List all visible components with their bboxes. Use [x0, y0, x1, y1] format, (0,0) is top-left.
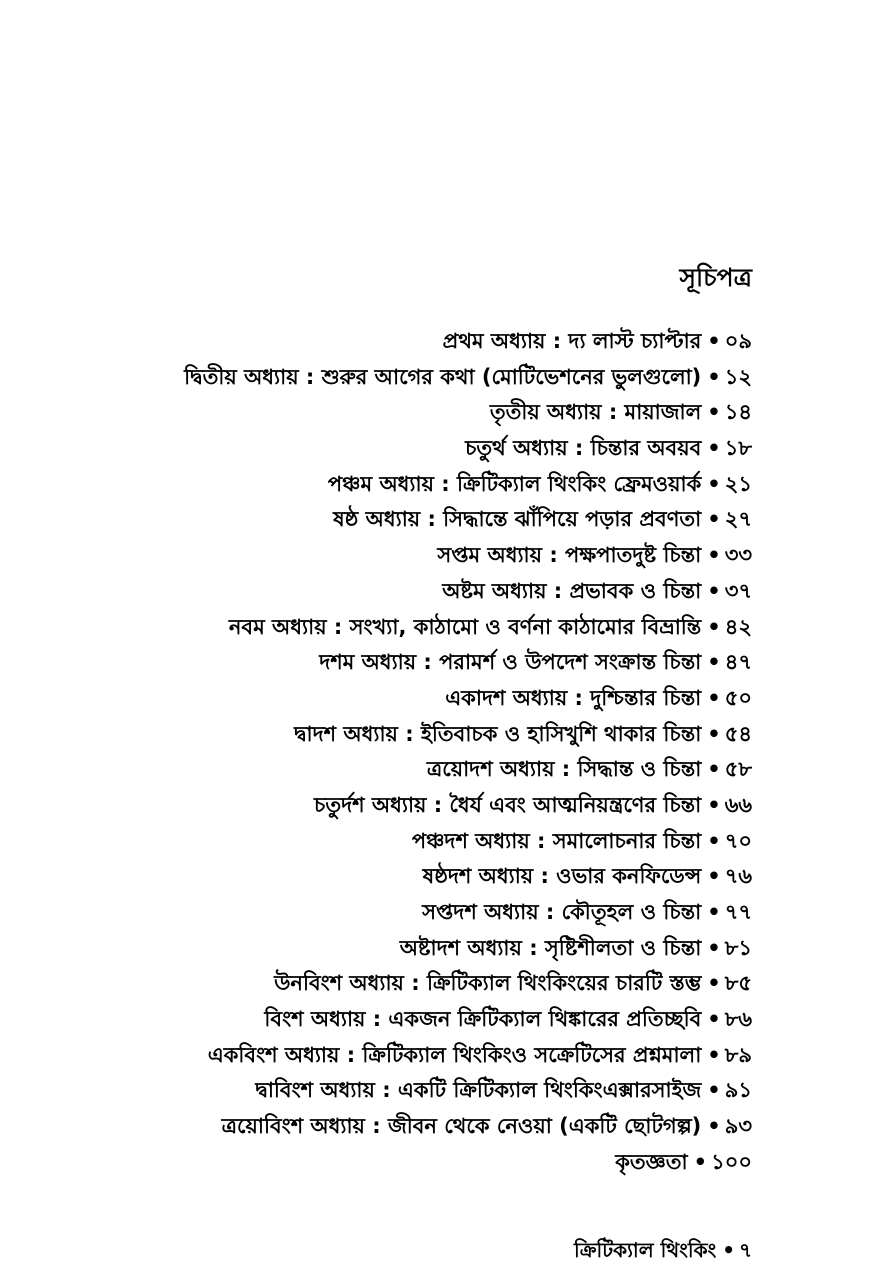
- bullet-icon: •: [707, 471, 721, 496]
- toc-entry: [72, 1145, 752, 1181]
- page-number: ০৯: [724, 329, 752, 353]
- chapter-title: প্রথম অধ্যায় : দ্য লাস্ট চ্যাপ্টার: [442, 329, 702, 353]
- page-number: ৫৮: [724, 757, 752, 782]
- toc-entry: [72, 645, 752, 681]
- page-number: ১৮: [724, 436, 752, 461]
- page-number: ১২: [724, 364, 752, 389]
- toc-entry: [72, 788, 752, 824]
- page-number: ১৪: [724, 400, 752, 425]
- toc-entry: [72, 610, 752, 646]
- bullet-icon: •: [707, 864, 721, 889]
- page-number: ৯৩: [724, 1114, 752, 1139]
- chapter-title: ত্রয়োবিংশ অধ্যায় : জীবন থেকে নেওয়া (একটি ছোটগল্প): [221, 1114, 702, 1139]
- page-number: ৯১: [724, 1078, 752, 1103]
- page-number: ৭০: [724, 828, 752, 853]
- bullet-icon: •: [707, 828, 721, 853]
- bullet-icon: •: [722, 1238, 735, 1262]
- folio-number: ৭: [738, 1238, 752, 1262]
- bullet-icon: •: [693, 1149, 708, 1174]
- chapter-title: সপ্তম অধ্যায় : পক্ষপাতদুষ্ট চিন্তা: [437, 543, 702, 568]
- bullet-icon: •: [707, 1078, 721, 1103]
- chapter-title: উনবিংশ অধ্যায় : ক্রিটিক্যাল থিংকিংয়ের চারটি স্তম্ভ: [274, 971, 702, 996]
- bullet-icon: •: [707, 792, 721, 817]
- toc-entry: [72, 538, 752, 574]
- table-of-contents: [72, 324, 752, 1181]
- page-number: ৮৯: [724, 1042, 752, 1067]
- bullet-icon: •: [707, 1042, 721, 1067]
- bullet-icon: •: [707, 329, 721, 353]
- toc-entry: [72, 1073, 752, 1109]
- chapter-title: চতুর্থ অধ্যায় : চিন্তার অবয়ব: [465, 436, 702, 461]
- chapter-title: একাদশ অধ্যায় : দুশ্চিন্তার চিন্তা: [445, 685, 702, 710]
- chapter-title: কৃতজ্ঞতা: [615, 1149, 688, 1174]
- chapter-title: ষষ্ঠ অধ্যায় : সিদ্ধান্তে ঝাঁপিয়ে পড়ার প্রবণতা: [333, 507, 702, 532]
- chapter-title: ত্রয়োদশ অধ্যায় : সিদ্ধান্ত ও চিন্তা: [426, 757, 702, 782]
- page-number: ২৭: [724, 507, 752, 532]
- chapter-title: সপ্তদশ অধ্যায় : কৌতূহল ও চিন্তা: [422, 900, 702, 924]
- toc-entry: [72, 324, 752, 360]
- toc-entry: [72, 360, 752, 396]
- bullet-icon: •: [707, 543, 721, 568]
- bullet-icon: •: [707, 900, 721, 924]
- toc-entry: [72, 502, 752, 538]
- toc-entry: [72, 824, 752, 860]
- toc-entry: [72, 931, 752, 967]
- chapter-title: একবিংশ অধ্যায় : ক্রিটিক্যাল থিংকিংও সক্রেটিসের প্রশ্নমালা: [207, 1042, 702, 1067]
- chapter-title: নবম অধ্যায় : সংখ্যা, কাঠামো ও বর্ণনা কাঠামোর বিভ্রান্তি: [228, 614, 702, 639]
- toc-entry: [72, 895, 752, 931]
- bullet-icon: •: [707, 685, 721, 710]
- bullet-icon: •: [707, 364, 721, 389]
- page-title: সূচিপত্র: [679, 263, 752, 292]
- bullet-icon: •: [707, 971, 721, 996]
- chapter-title: চতুর্দশ অধ্যায় : ধৈর্য এবং আত্মনিয়ন্ত্রণের চিন্তা: [314, 792, 702, 817]
- toc-entry: [72, 717, 752, 753]
- bullet-icon: •: [707, 400, 721, 425]
- page-number: ৭৭: [724, 900, 752, 924]
- page-number: ৮৬: [724, 1007, 752, 1032]
- chapter-title: তৃতীয় অধ্যায় : মায়াজাল: [489, 400, 702, 425]
- page-number: ৭৬: [724, 864, 752, 889]
- page-number: ৫৪: [724, 721, 752, 746]
- chapter-title: দশম অধ্যায় : পরামর্শ ও উপদেশ সংক্রান্ত চিন্তা: [319, 650, 702, 675]
- toc-entry: [72, 859, 752, 895]
- bullet-icon: •: [707, 935, 721, 960]
- chapter-title: দ্বাবিংশ অধ্যায় : একটি ক্রিটিক্যাল থিংকিংএক্সারসাইজ: [255, 1078, 702, 1103]
- chapter-title: ষষ্ঠদশ অধ্যায় : ওভার কনফিডেন্স: [422, 864, 702, 889]
- page-number: ১০০: [711, 1149, 752, 1174]
- toc-entry: [72, 395, 752, 431]
- chapter-title: অষ্টম অধ্যায় : প্রভাবক ও চিন্তা: [442, 578, 702, 603]
- bullet-icon: •: [707, 650, 721, 675]
- page-number: ৮৫: [724, 971, 752, 996]
- toc-entry: [72, 467, 752, 503]
- toc-entry: [72, 1038, 752, 1074]
- bullet-icon: •: [707, 757, 721, 782]
- page-footer: [574, 1236, 752, 1269]
- bullet-icon: •: [707, 578, 721, 603]
- bullet-icon: •: [707, 614, 721, 639]
- toc-entry: [72, 966, 752, 1002]
- chapter-title: দ্বিতীয় অধ্যায় : শুরুর আগের কথা (মোটিভেশনের ভুলগুলো): [184, 364, 702, 389]
- bullet-icon: •: [707, 1007, 721, 1032]
- page-number: ৫০: [724, 685, 752, 710]
- chapter-title: পঞ্চম অধ্যায় : ক্রিটিক্যাল থিংকিং ফ্রেমওয়ার্ক: [327, 471, 702, 496]
- page-number: ৪৭: [724, 650, 752, 675]
- toc-entry: [72, 1109, 752, 1145]
- page-number: ৮১: [724, 935, 752, 960]
- page-number: ৬৬: [724, 792, 752, 817]
- toc-entry: [72, 681, 752, 717]
- page-number: ৩৭: [724, 578, 752, 603]
- bullet-icon: •: [707, 436, 721, 461]
- chapter-title: বিংশ অধ্যায় : একজন ক্রিটিক্যাল থিঙ্কারের প্রতিচ্ছবি: [264, 1007, 702, 1032]
- chapter-title: পঞ্চদশ অধ্যায় : সমালোচনার চিন্তা: [411, 828, 702, 853]
- chapter-title: অষ্টাদশ অধ্যায় : সৃষ্টিশীলতা ও চিন্তা: [399, 935, 702, 960]
- bullet-icon: •: [707, 1114, 721, 1139]
- running-title: ক্রিটিক্যাল থিংকিং: [574, 1238, 717, 1262]
- bullet-icon: •: [707, 721, 721, 746]
- page-number: ৪২: [724, 614, 752, 639]
- chapter-title: দ্বাদশ অধ্যায় : ইতিবাচক ও হাসিখুশি থাকার চিন্তা: [294, 721, 702, 746]
- toc-entry: [72, 574, 752, 610]
- page-number: ২১: [724, 471, 752, 496]
- toc-entry: [72, 1002, 752, 1038]
- bullet-icon: •: [707, 507, 721, 532]
- page-number: ৩৩: [724, 543, 752, 568]
- toc-entry: [72, 752, 752, 788]
- toc-entry: [72, 431, 752, 467]
